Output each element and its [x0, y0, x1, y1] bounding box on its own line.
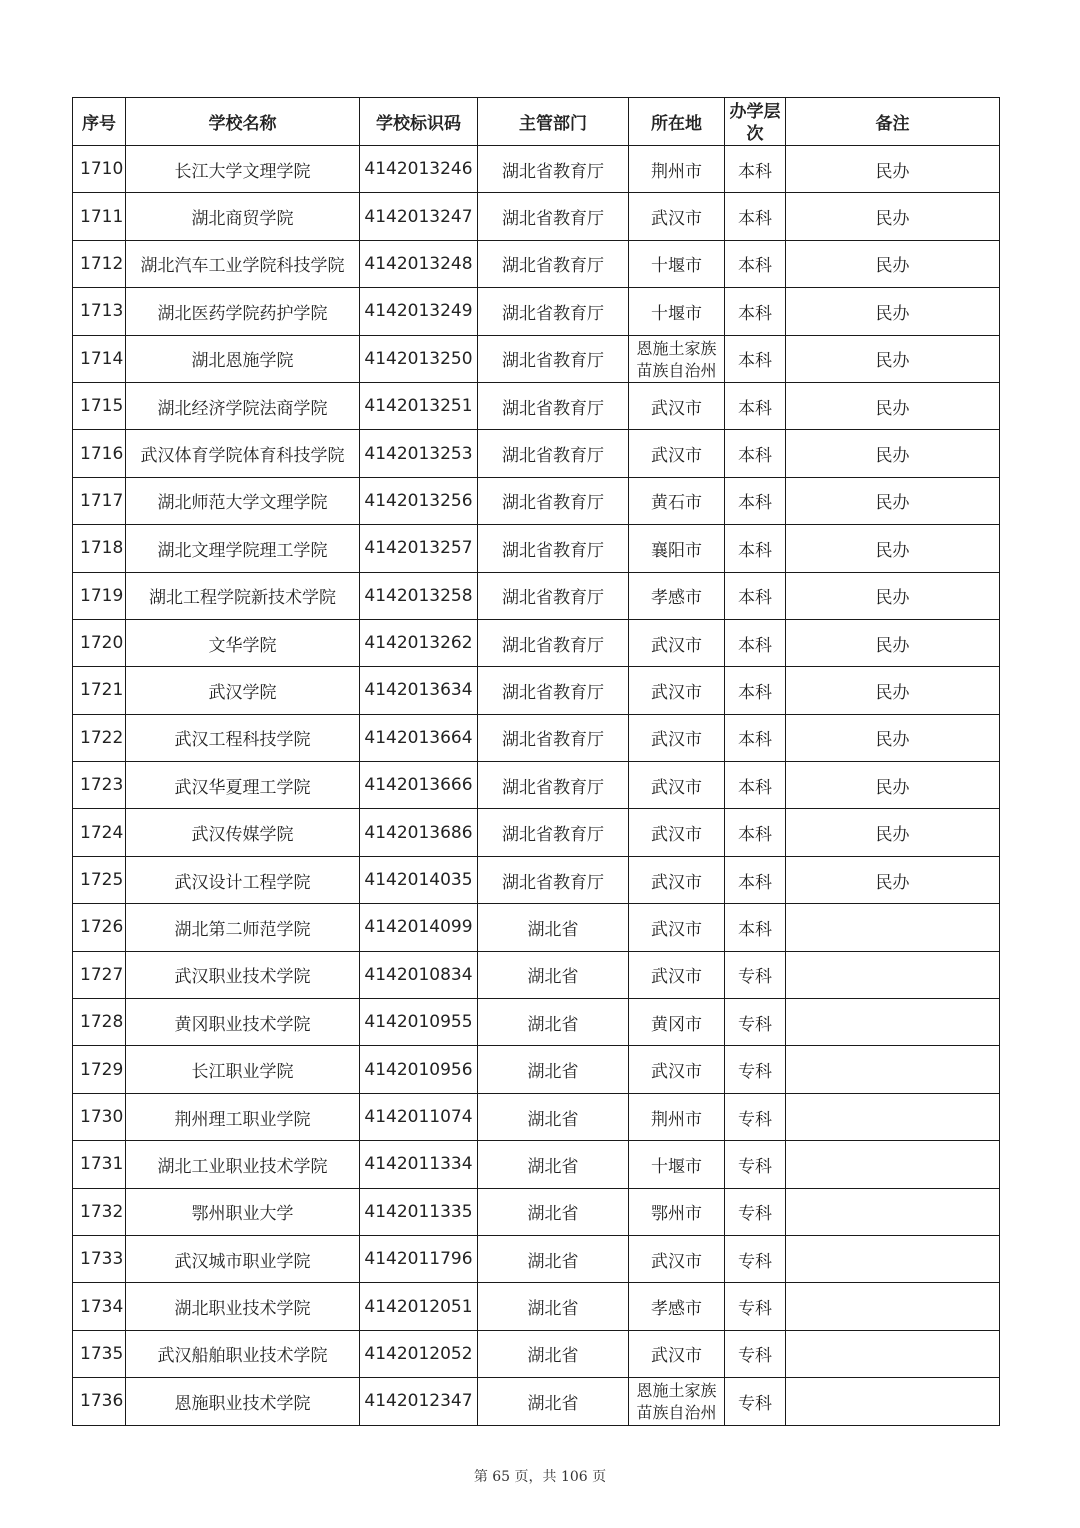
cell-name: 文华学院	[126, 619, 360, 666]
cell-seq: 1732	[73, 1188, 126, 1235]
cell-level: 本科	[725, 335, 786, 382]
table-row	[73, 430, 1000, 477]
cell-dept: 湖北省	[478, 951, 629, 998]
cell-location: 武汉市	[629, 1046, 725, 1093]
cell-dept: 湖北省教育厅	[478, 288, 629, 335]
cell-name: 湖北师范大学文理学院	[126, 477, 360, 524]
cell-code: 4142013262	[360, 619, 478, 666]
cell-name: 湖北汽车工业学院科技学院	[126, 240, 360, 287]
cell-level: 专科	[725, 1235, 786, 1282]
cell-code: 4142013250	[360, 335, 478, 382]
cell-level: 本科	[725, 288, 786, 335]
cell-name: 武汉城市职业学院	[126, 1235, 360, 1282]
cell-seq: 1715	[73, 382, 126, 429]
cell-code: 4142012052	[360, 1330, 478, 1377]
cell-seq: 1729	[73, 1046, 126, 1093]
cell-remark: 民办	[786, 714, 1000, 761]
cell-level: 本科	[725, 382, 786, 429]
cell-location: 武汉市	[629, 951, 725, 998]
cell-code: 4142013253	[360, 430, 478, 477]
cell-code: 4142012347	[360, 1378, 478, 1425]
cell-remark	[786, 1330, 1000, 1377]
cell-code: 4142013634	[360, 667, 478, 714]
cell-dept: 湖北省	[478, 1378, 629, 1425]
cell-code: 4142010956	[360, 1046, 478, 1093]
table-row	[73, 1141, 1000, 1188]
cell-code: 4142013686	[360, 809, 478, 856]
cell-location: 武汉市	[629, 714, 725, 761]
table-body	[73, 146, 1000, 1426]
cell-remark: 民办	[786, 288, 1000, 335]
cell-level: 专科	[725, 999, 786, 1046]
header-level-text: 办学层次	[729, 101, 781, 144]
cell-remark: 民办	[786, 382, 1000, 429]
cell-level: 专科	[725, 1046, 786, 1093]
cell-location: 武汉市	[629, 904, 725, 951]
table-row	[73, 1046, 1000, 1093]
cell-code: 4142011074	[360, 1093, 478, 1140]
cell-seq: 1725	[73, 856, 126, 903]
cell-dept: 湖北省	[478, 1093, 629, 1140]
cell-name: 湖北工业职业技术学院	[126, 1141, 360, 1188]
cell-name: 武汉工程科技学院	[126, 714, 360, 761]
cell-dept: 湖北省教育厅	[478, 762, 629, 809]
cell-seq: 1717	[73, 477, 126, 524]
cell-level: 本科	[725, 193, 786, 240]
table-row	[73, 477, 1000, 524]
cell-code: 4142011796	[360, 1235, 478, 1282]
table-row	[73, 904, 1000, 951]
cell-remark	[786, 1235, 1000, 1282]
cell-location: 武汉市	[629, 1330, 725, 1377]
cell-dept: 湖北省教育厅	[478, 856, 629, 903]
table-row	[73, 714, 1000, 761]
cell-level: 本科	[725, 525, 786, 572]
table-row	[73, 951, 1000, 998]
cell-seq: 1723	[73, 762, 126, 809]
cell-seq: 1712	[73, 240, 126, 287]
header-remark: 备注	[786, 98, 1000, 146]
cell-seq: 1724	[73, 809, 126, 856]
cell-remark: 民办	[786, 667, 1000, 714]
cell-code: 4142012051	[360, 1283, 478, 1330]
cell-name: 长江职业学院	[126, 1046, 360, 1093]
cell-location: 武汉市	[629, 667, 725, 714]
cell-name: 鄂州职业大学	[126, 1188, 360, 1235]
cell-name: 湖北商贸学院	[126, 193, 360, 240]
cell-seq: 1726	[73, 904, 126, 951]
cell-code: 4142013247	[360, 193, 478, 240]
cell-dept: 湖北省	[478, 999, 629, 1046]
cell-seq: 1733	[73, 1235, 126, 1282]
cell-seq: 1735	[73, 1330, 126, 1377]
cell-name: 湖北文理学院理工学院	[126, 525, 360, 572]
cell-seq: 1714	[73, 335, 126, 382]
table-row	[73, 288, 1000, 335]
table-row	[73, 856, 1000, 903]
cell-seq: 1727	[73, 951, 126, 998]
cell-code: 4142013664	[360, 714, 478, 761]
cell-location: 武汉市	[629, 809, 725, 856]
cell-location: 武汉市	[629, 430, 725, 477]
cell-remark	[786, 1141, 1000, 1188]
cell-code: 4142013256	[360, 477, 478, 524]
cell-location: 黄石市	[629, 477, 725, 524]
cell-code: 4142013666	[360, 762, 478, 809]
cell-location	[629, 1378, 725, 1425]
cell-location: 武汉市	[629, 762, 725, 809]
cell-location: 鄂州市	[629, 1188, 725, 1235]
cell-dept: 湖北省	[478, 1141, 629, 1188]
cell-code: 4142013258	[360, 572, 478, 619]
cell-code: 4142013251	[360, 382, 478, 429]
cell-dept: 湖北省教育厅	[478, 714, 629, 761]
cell-location: 孝感市	[629, 572, 725, 619]
cell-location: 武汉市	[629, 1235, 725, 1282]
cell-dept: 湖北省教育厅	[478, 430, 629, 477]
cell-dept: 湖北省	[478, 1046, 629, 1093]
cell-seq: 1711	[73, 193, 126, 240]
cell-remark	[786, 1283, 1000, 1330]
cell-location-text: 恩施土家族苗族自治州	[636, 1381, 717, 1423]
table-row	[73, 525, 1000, 572]
cell-code: 4142014035	[360, 856, 478, 903]
header-level	[725, 98, 786, 146]
cell-name: 恩施职业技术学院	[126, 1378, 360, 1425]
cell-level: 本科	[725, 809, 786, 856]
cell-level: 本科	[725, 240, 786, 287]
table-row	[73, 146, 1000, 193]
cell-seq: 1722	[73, 714, 126, 761]
cell-seq: 1728	[73, 999, 126, 1046]
cell-level: 本科	[725, 572, 786, 619]
cell-dept: 湖北省	[478, 1330, 629, 1377]
cell-seq: 1716	[73, 430, 126, 477]
cell-remark: 民办	[786, 146, 1000, 193]
cell-location: 武汉市	[629, 382, 725, 429]
table-row	[73, 572, 1000, 619]
table-row	[73, 667, 1000, 714]
cell-name: 武汉设计工程学院	[126, 856, 360, 903]
cell-remark	[786, 1378, 1000, 1425]
school-table	[72, 97, 1000, 1426]
cell-remark: 民办	[786, 335, 1000, 382]
cell-name: 湖北第二师范学院	[126, 904, 360, 951]
table-row	[73, 1378, 1000, 1425]
cell-remark	[786, 1046, 1000, 1093]
cell-location	[629, 335, 725, 382]
cell-seq: 1710	[73, 146, 126, 193]
cell-code: 4142013246	[360, 146, 478, 193]
header-code: 学校标识码	[360, 98, 478, 146]
cell-seq: 1720	[73, 619, 126, 666]
cell-name: 武汉学院	[126, 667, 360, 714]
cell-code: 4142010834	[360, 951, 478, 998]
cell-level: 专科	[725, 1378, 786, 1425]
cell-location: 荆州市	[629, 146, 725, 193]
cell-level: 本科	[725, 146, 786, 193]
cell-dept: 湖北省教育厅	[478, 477, 629, 524]
cell-location: 孝感市	[629, 1283, 725, 1330]
table-row	[73, 619, 1000, 666]
cell-code: 4142013249	[360, 288, 478, 335]
table-row	[73, 1235, 1000, 1282]
header-dept: 主管部门	[478, 98, 629, 146]
cell-name: 湖北恩施学院	[126, 335, 360, 382]
cell-code: 4142011335	[360, 1188, 478, 1235]
cell-location: 武汉市	[629, 856, 725, 903]
cell-seq: 1730	[73, 1093, 126, 1140]
cell-dept: 湖北省教育厅	[478, 667, 629, 714]
cell-level: 专科	[725, 1330, 786, 1377]
cell-location: 武汉市	[629, 193, 725, 240]
cell-dept: 湖北省教育厅	[478, 572, 629, 619]
cell-dept: 湖北省教育厅	[478, 193, 629, 240]
table-row	[73, 240, 1000, 287]
header-location: 所在地	[629, 98, 725, 146]
cell-name: 武汉船舶职业技术学院	[126, 1330, 360, 1377]
cell-dept: 湖北省教育厅	[478, 619, 629, 666]
cell-remark: 民办	[786, 809, 1000, 856]
cell-name: 武汉体育学院体育科技学院	[126, 430, 360, 477]
cell-level: 本科	[725, 904, 786, 951]
cell-level: 专科	[725, 1141, 786, 1188]
table-row	[73, 193, 1000, 240]
cell-level: 专科	[725, 1188, 786, 1235]
cell-level: 本科	[725, 430, 786, 477]
cell-location: 黄冈市	[629, 999, 725, 1046]
cell-dept: 湖北省	[478, 1283, 629, 1330]
table-row	[73, 382, 1000, 429]
cell-dept: 湖北省教育厅	[478, 146, 629, 193]
cell-name: 黄冈职业技术学院	[126, 999, 360, 1046]
cell-remark	[786, 951, 1000, 998]
table-row	[73, 1330, 1000, 1377]
cell-level: 本科	[725, 856, 786, 903]
cell-location: 武汉市	[629, 619, 725, 666]
table-row	[73, 1283, 1000, 1330]
cell-remark: 民办	[786, 477, 1000, 524]
cell-name: 武汉华夏理工学院	[126, 762, 360, 809]
cell-remark	[786, 1093, 1000, 1140]
cell-remark	[786, 1188, 1000, 1235]
cell-dept: 湖北省教育厅	[478, 240, 629, 287]
table-row	[73, 335, 1000, 382]
cell-location: 十堰市	[629, 1141, 725, 1188]
cell-location: 十堰市	[629, 288, 725, 335]
cell-level: 本科	[725, 619, 786, 666]
cell-location: 襄阳市	[629, 525, 725, 572]
cell-dept: 湖北省	[478, 1188, 629, 1235]
cell-dept: 湖北省	[478, 1235, 629, 1282]
cell-seq: 1734	[73, 1283, 126, 1330]
cell-level: 专科	[725, 1093, 786, 1140]
cell-remark	[786, 904, 1000, 951]
cell-dept: 湖北省	[478, 904, 629, 951]
cell-name: 长江大学文理学院	[126, 146, 360, 193]
cell-remark: 民办	[786, 240, 1000, 287]
header-seq: 序号	[73, 98, 126, 146]
cell-seq: 1718	[73, 525, 126, 572]
cell-dept: 湖北省教育厅	[478, 809, 629, 856]
cell-seq: 1736	[73, 1378, 126, 1425]
cell-level: 本科	[725, 714, 786, 761]
table-row	[73, 762, 1000, 809]
table-row	[73, 1188, 1000, 1235]
cell-dept: 湖北省教育厅	[478, 525, 629, 572]
cell-dept: 湖北省教育厅	[478, 382, 629, 429]
cell-code: 4142014099	[360, 904, 478, 951]
cell-remark: 民办	[786, 572, 1000, 619]
table-row	[73, 1093, 1000, 1140]
cell-name: 湖北职业技术学院	[126, 1283, 360, 1330]
cell-code: 4142011334	[360, 1141, 478, 1188]
cell-remark: 民办	[786, 856, 1000, 903]
cell-location-text: 恩施土家族苗族自治州	[636, 338, 717, 380]
cell-code: 4142010955	[360, 999, 478, 1046]
cell-code: 4142013248	[360, 240, 478, 287]
cell-name: 荆州理工职业学院	[126, 1093, 360, 1140]
cell-seq: 1713	[73, 288, 126, 335]
cell-name: 湖北医药学院药护学院	[126, 288, 360, 335]
cell-level: 本科	[725, 477, 786, 524]
table-row	[73, 999, 1000, 1046]
cell-location: 十堰市	[629, 240, 725, 287]
cell-remark	[786, 999, 1000, 1046]
cell-level: 专科	[725, 951, 786, 998]
cell-remark: 民办	[786, 430, 1000, 477]
cell-seq: 1721	[73, 667, 126, 714]
header-name: 学校名称	[126, 98, 360, 146]
cell-code: 4142013257	[360, 525, 478, 572]
cell-name: 武汉职业技术学院	[126, 951, 360, 998]
table-row	[73, 809, 1000, 856]
cell-remark: 民办	[786, 525, 1000, 572]
cell-level: 本科	[725, 667, 786, 714]
cell-location: 荆州市	[629, 1093, 725, 1140]
cell-remark: 民办	[786, 762, 1000, 809]
cell-name: 武汉传媒学院	[126, 809, 360, 856]
cell-name: 湖北经济学院法商学院	[126, 382, 360, 429]
cell-remark: 民办	[786, 193, 1000, 240]
cell-level: 专科	[725, 1283, 786, 1330]
cell-name: 湖北工程学院新技术学院	[126, 572, 360, 619]
page-footer: 第 65 页，共 106 页	[473, 1469, 607, 1485]
cell-seq: 1731	[73, 1141, 126, 1188]
cell-seq: 1719	[73, 572, 126, 619]
cell-dept: 湖北省教育厅	[478, 335, 629, 382]
cell-level: 本科	[725, 762, 786, 809]
table-header-row	[73, 98, 1000, 146]
cell-remark: 民办	[786, 619, 1000, 666]
